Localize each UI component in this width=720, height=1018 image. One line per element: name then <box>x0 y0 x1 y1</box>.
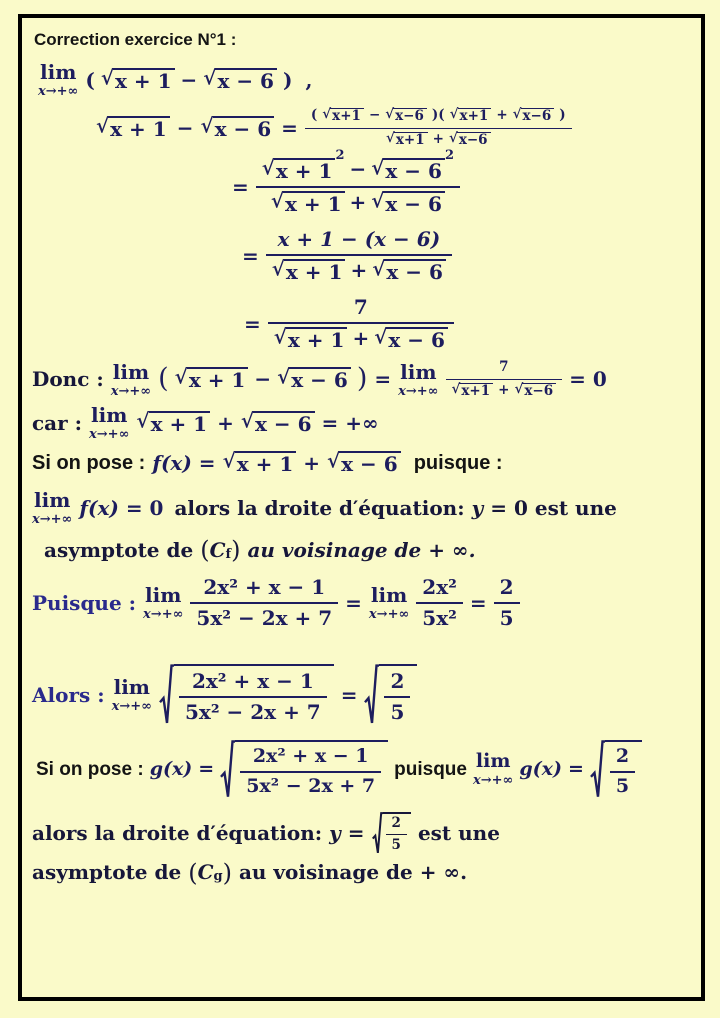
radicand: √ x − 6 <box>339 451 401 476</box>
y-variable: y <box>329 820 341 845</box>
minus-sign: − <box>349 157 367 182</box>
sqrt-x-minus-6 <box>203 68 277 93</box>
puisque-rational-limit-line <box>32 576 691 630</box>
radicand: √ x − 6 <box>213 116 275 141</box>
minus-sign: − <box>254 367 272 392</box>
fraction-denominator: 5 <box>494 602 520 630</box>
radical-sign-icon <box>159 664 174 726</box>
limit-operator <box>398 359 439 399</box>
radicand <box>174 664 334 726</box>
radicand: √ x+1 <box>394 132 428 149</box>
plus-sign: + <box>432 130 444 147</box>
radical-sign-icon <box>590 740 605 800</box>
two-fifths-fraction <box>384 670 410 724</box>
equals-plus-infinity: = +∞ <box>321 410 379 435</box>
fraction-denominator <box>266 254 452 284</box>
fraction-numerator: 7 <box>353 295 368 320</box>
close-paren: ) <box>559 107 566 123</box>
limit-variable: x→+∞ <box>89 427 130 443</box>
f-of-x: f(x) <box>152 451 192 476</box>
curve-subscript-f: f <box>225 546 232 562</box>
radicand: √ x − 6 <box>215 68 277 93</box>
y-variable: y <box>471 495 484 520</box>
radicand <box>379 664 417 726</box>
curve-letter: C <box>209 537 226 562</box>
fraction-denominator: 5x² − 2x + 7 <box>179 696 327 724</box>
rational-fraction <box>190 576 338 630</box>
sqrt-x-minus-6 <box>449 132 491 149</box>
radicand: √ x + 1 <box>235 451 297 476</box>
au-voisinage-text: au voisinage de + ∞. <box>247 537 476 562</box>
sqrt-x-plus-1 <box>386 132 428 149</box>
radicand: √ x+1 <box>459 383 493 400</box>
sqrt-x-plus-1 <box>262 158 336 183</box>
fraction-denominator <box>446 379 563 400</box>
radicand: √ x − 6 <box>383 191 445 216</box>
seven-fraction-small <box>446 360 563 399</box>
conjugate-expansion-line <box>96 108 691 148</box>
two-fifths-fraction <box>610 746 635 798</box>
radicand: √ x−6 <box>521 108 555 125</box>
close-paren: ) <box>222 858 232 887</box>
limit-variable: x→+∞ <box>38 84 79 99</box>
equals-sign: = <box>347 820 365 845</box>
asymptote-g-line-1 <box>32 812 691 855</box>
plus-sign: + <box>350 258 368 283</box>
sqrt-x-plus-1 <box>223 451 297 476</box>
limit-variable: x→+∞ <box>472 773 514 789</box>
limit-variable: x→+∞ <box>110 383 152 399</box>
radicand: √ x − 6 <box>383 158 445 183</box>
limit-operator <box>89 405 129 441</box>
squares-fraction <box>256 148 460 217</box>
sqrt-x-plus-1 <box>101 68 175 93</box>
car-label: car : <box>32 410 83 435</box>
limit-variable: x→+∞ <box>143 607 184 623</box>
puisque-word: puisque <box>394 758 467 780</box>
sqrt-x-minus-6 <box>371 158 445 183</box>
fraction-denominator <box>256 186 460 216</box>
au-voisinage-text: au voisinage de + ∞. <box>238 860 468 885</box>
sqrt-x-plus-1 <box>271 191 345 216</box>
sqrt-two-fifths-small <box>372 812 411 855</box>
lim-word: lim <box>475 750 511 773</box>
sqrt-x-minus-6-squared <box>371 148 454 184</box>
exponent-2: 2 <box>444 148 454 164</box>
conjugate-fraction <box>305 108 572 148</box>
sqrt-x-plus-1 <box>274 327 348 352</box>
radicand: √ x + 1 <box>187 367 249 392</box>
rational-fraction <box>240 746 381 798</box>
plus-sign: + <box>303 451 321 476</box>
radicand <box>605 740 642 800</box>
plus-sign: + <box>496 107 508 123</box>
radicand: √ x+1 <box>458 108 492 125</box>
fraction-numerator: 2x² + x − 1 <box>191 669 314 694</box>
fraction-denominator: 5x² <box>416 602 463 630</box>
sqrt-x-minus-6 <box>514 383 556 400</box>
sqrt-x-minus-6 <box>385 108 427 125</box>
fraction-denominator <box>305 128 572 149</box>
seven-fraction <box>268 296 454 352</box>
limit-operator <box>143 585 183 621</box>
radicand: √ x + 1 <box>108 116 170 141</box>
limit-operator <box>110 359 152 399</box>
radicand: √ x − 6 <box>384 259 446 284</box>
difference-simplified-line <box>242 228 691 284</box>
sqrt-two-fifths <box>364 664 417 726</box>
equals-sign: = <box>242 243 259 268</box>
plus-sign: + <box>217 410 234 435</box>
plus-sign: + <box>352 326 370 351</box>
radicand: √ x+1 <box>330 108 364 125</box>
radical-sign-icon <box>364 664 379 726</box>
equals-sign: = <box>198 757 215 780</box>
open-paren: ( <box>158 363 169 395</box>
two-fifths-fraction <box>494 576 520 630</box>
lim-word: lim <box>400 359 437 384</box>
fraction-numerator: 2 <box>499 575 514 600</box>
plus-sign: + <box>349 190 367 215</box>
minus-sign: − <box>180 67 198 92</box>
open-paren: ( <box>188 858 198 887</box>
equals-sign: = <box>198 451 216 476</box>
equals-zero: = 0 <box>125 495 164 520</box>
lim-word: lim <box>91 403 128 428</box>
fraction-numerator: 2 <box>390 669 405 694</box>
fraction-denominator: 5x² − 2x + 7 <box>240 771 381 798</box>
alors-label: Alors : <box>32 682 105 707</box>
sqrt-x-plus-1 <box>272 259 346 284</box>
fraction-numerator: 2 <box>615 745 630 768</box>
radicand: √ x + 1 <box>113 68 175 93</box>
fraction-numerator <box>305 108 572 128</box>
equals-zero: = 0 <box>569 367 607 392</box>
fraction-denominator: 5 <box>386 834 407 854</box>
open-paren: ( <box>310 107 318 123</box>
radicand: √ x−6 <box>393 108 427 125</box>
limit-operator <box>112 677 152 713</box>
equals-sign: = <box>281 115 298 140</box>
sqrt-x-minus-6 <box>200 116 274 141</box>
radicand: √ x−6 <box>522 383 556 400</box>
fraction-numerator: 7 <box>499 359 509 376</box>
asymptote-de-text: asymptote de <box>32 860 182 885</box>
two-fifths-fraction <box>386 816 407 854</box>
equals-sign: = <box>232 174 249 199</box>
asymptote-de-text: asymptote de <box>44 537 194 562</box>
equals-sign: = <box>567 757 584 780</box>
asymptote-f-line-2 <box>44 536 691 565</box>
radicand: √ x + 1 <box>274 158 336 183</box>
fraction-numerator: 2 <box>391 814 401 831</box>
comma: , <box>305 67 313 92</box>
fraction-denominator <box>268 322 454 352</box>
big-sqrt-of-fraction <box>220 740 388 800</box>
alors-sqrt-limit-line <box>32 664 691 726</box>
sqrt-x-minus-6 <box>327 451 401 476</box>
fraction-denominator: 5x² − 2x + 7 <box>190 602 338 630</box>
radicand: √ x + 1 <box>284 259 346 284</box>
curve-letter: C <box>197 860 214 885</box>
difference-of-roots <box>85 68 292 93</box>
open-paren: ( <box>200 536 210 565</box>
sqrt-x-plus-1-squared <box>262 148 345 184</box>
pose-g-line <box>36 740 691 800</box>
limit-variable: x→+∞ <box>32 512 73 528</box>
close-open-paren: )( <box>431 107 445 123</box>
donc-label: Donc : <box>32 367 104 392</box>
equals-sign: = <box>374 367 392 392</box>
sqrt-x-plus-1 <box>452 383 494 400</box>
equals-sign: = <box>244 311 261 336</box>
alors-droite-text: alors la droite d′équation: <box>174 495 465 520</box>
radicand: √ x − 6 <box>289 367 351 392</box>
limit-variable: x→+∞ <box>368 607 410 623</box>
radicand: √ x − 6 <box>253 411 315 436</box>
limit-operator <box>32 490 72 526</box>
sqrt-x-minus-6 <box>372 259 446 284</box>
donc-conclusion-line <box>32 360 691 399</box>
sqrt-x-plus-1 <box>96 116 170 141</box>
sqrt-x-plus-1 <box>136 411 210 436</box>
lim-word: lim <box>40 60 77 84</box>
radicand: √ x + 1 <box>286 327 348 352</box>
lim-word: lim <box>34 488 71 513</box>
f-of-x: f(x) <box>79 495 119 520</box>
limit-expression-line <box>38 62 691 98</box>
lim-word: lim <box>113 675 150 700</box>
fraction-denominator: 5 <box>384 696 410 724</box>
limit-variable: x→+∞ <box>398 383 439 399</box>
radicand: √ x + 1 <box>283 191 345 216</box>
seven-over-sum-line <box>244 296 691 352</box>
big-sqrt-of-fraction <box>159 664 334 726</box>
sqrt-x-minus-6 <box>513 108 555 125</box>
equals-sign: = <box>345 590 362 615</box>
limit-operator <box>473 752 513 787</box>
limit-operator <box>369 585 409 621</box>
radicand: √ x−6 <box>457 132 491 149</box>
minus-sign: − <box>368 107 381 123</box>
minus-sign: − <box>176 115 194 140</box>
limit-operator <box>38 62 78 98</box>
open-paren: ( <box>85 67 95 92</box>
equals-zero: = 0 <box>490 495 528 520</box>
g-of-x: g(x) <box>519 757 562 780</box>
pose-f-line <box>32 451 691 476</box>
est-une-text: est une <box>417 820 500 845</box>
exponent-2: 2 <box>335 148 345 164</box>
lim-word: lim <box>145 583 182 608</box>
sqrt-two-fifths <box>590 740 642 800</box>
radicand <box>383 812 411 855</box>
si-on-pose-label: Si on pose : <box>32 452 146 475</box>
squares-difference-line <box>232 148 691 217</box>
radicand: √ x + 1 <box>149 411 211 436</box>
sqrt-x-plus-1 <box>322 108 364 125</box>
close-paren: ) <box>282 67 293 92</box>
sqrt-x-minus-6 <box>241 411 315 436</box>
g-of-x: g(x) <box>149 757 193 780</box>
est-une-text: est une <box>534 495 617 520</box>
radical-sign-icon <box>372 812 383 855</box>
car-line <box>32 405 691 441</box>
radicand: √ x − 6 <box>386 327 448 352</box>
rational-fraction <box>179 670 327 724</box>
plus-sign: + <box>498 381 510 398</box>
fraction-numerator: 2x² + x − 1 <box>252 745 369 768</box>
alors-droite-text: alors la droite d′équation: <box>32 820 323 845</box>
close-paren: ) <box>356 363 368 395</box>
page-title: Correction exercice N°1 : <box>34 30 237 49</box>
si-on-pose-label: Si on pose : <box>36 758 144 780</box>
lim-word: lim <box>112 359 150 384</box>
sqrt-x-minus-6 <box>277 367 351 392</box>
asymptote-f-line-1 <box>32 490 691 526</box>
curve-subscript-g: g <box>213 869 223 885</box>
fraction-numerator: x + 1 − (x − 6) <box>277 227 441 252</box>
simplified-fraction <box>266 228 452 284</box>
equals-sign: = <box>340 682 358 707</box>
fraction-numerator <box>256 148 460 186</box>
radical-sign-icon <box>220 740 235 800</box>
close-paren: ) <box>231 536 241 565</box>
lim-word: lim <box>370 583 408 608</box>
puisque-label: Puisque : <box>32 590 137 615</box>
sqrt-x-plus-1 <box>175 367 249 392</box>
fraction-numerator: 2x² + x − 1 <box>203 575 326 600</box>
border-frame <box>18 14 705 1001</box>
fraction-numerator: 2x² <box>422 575 457 600</box>
leading-terms-fraction <box>416 576 463 630</box>
limit-variable: x→+∞ <box>111 699 152 715</box>
fraction-denominator: 5 <box>610 771 635 798</box>
difference-of-roots <box>158 363 368 395</box>
sqrt-x-minus-6 <box>374 327 448 352</box>
curve-g-symbol <box>188 858 232 887</box>
puisque-label: puisque : <box>413 452 503 475</box>
curve-f-symbol <box>200 536 241 565</box>
equals-sign: = <box>469 590 487 615</box>
sqrt-x-minus-6 <box>371 191 445 216</box>
radicand <box>235 740 388 800</box>
sqrt-x-plus-1 <box>450 108 492 125</box>
asymptote-g-line-2 <box>32 858 691 887</box>
